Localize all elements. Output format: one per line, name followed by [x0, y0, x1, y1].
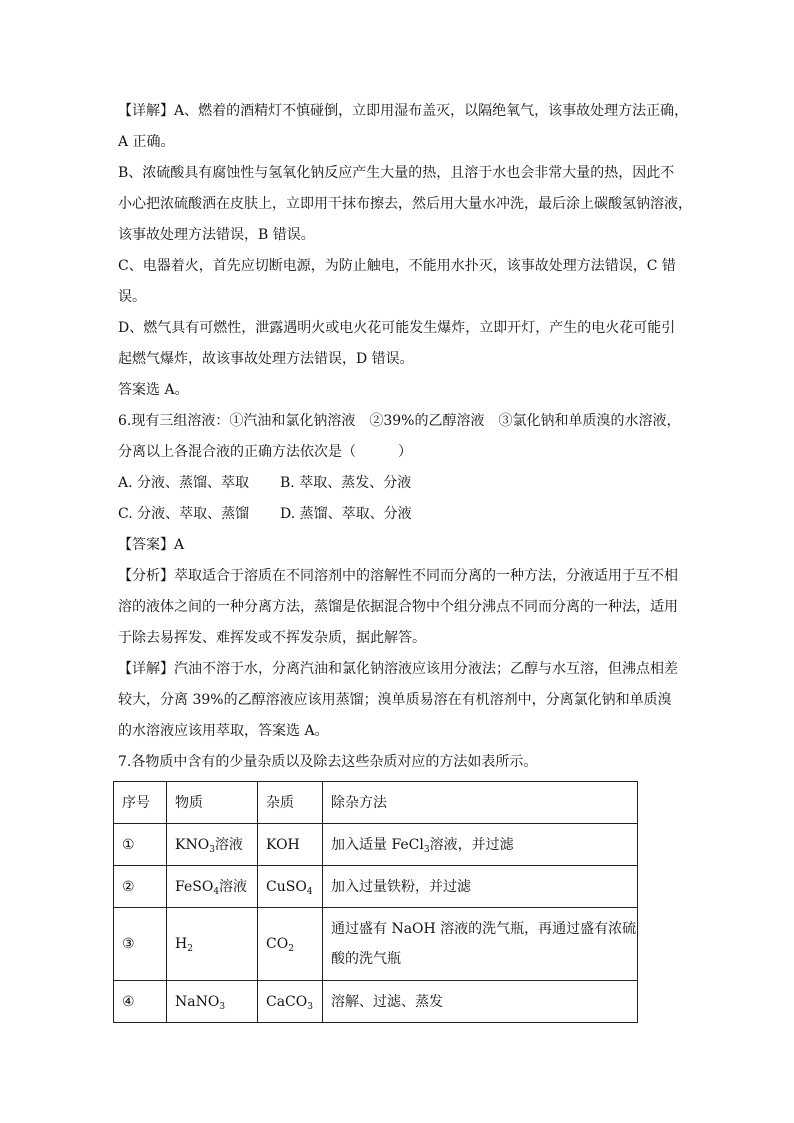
detail-d-line-1: D、燃气具有可燃性，泄露遇明火或电火花可能发生爆炸，立即开灯，产生的电火花可能引 — [118, 320, 676, 336]
table-row — [114, 866, 638, 908]
row-impurity: KOH — [258, 824, 323, 866]
q5-detail — [118, 96, 692, 406]
table-row — [114, 908, 638, 981]
option-a: A. 分液、蒸馏、萃取 — [118, 475, 250, 491]
q6-stem-line-1: 6.现有三组溶液：①汽油和氯化钠溶液 ②39%的乙醇溶液 ③氯化钠和单质溴的水溶液， — [118, 413, 681, 429]
row-method: 加入适量 FeCl$_3$溶液，并过滤 — [323, 824, 638, 866]
detail-a-line-1: A、燃着的酒精灯不慎碰倒，立即用湿布盖灭，以隔绝氧气，该事故处理方法正确， — [174, 103, 689, 119]
row-substance: $H_2$ — [167, 908, 258, 981]
option-b: B. 萃取、蒸发、分液 — [280, 475, 412, 491]
detail-a-line-2: A 正确。 — [118, 134, 175, 150]
q6-options-row-2 — [118, 499, 678, 530]
q6-options-row-1 — [118, 468, 678, 499]
row-impurity: CaCO$_3$ — [258, 981, 323, 1023]
q6-answer — [118, 530, 678, 561]
answer-tag: 【答案】 — [118, 537, 174, 553]
row-impurity: CuSO$_4$ — [258, 866, 323, 908]
row-substance: $KNO_3$溶液 — [167, 824, 258, 866]
table-header-row — [114, 782, 638, 824]
detail-c-line-1: C、电器着火，首先应切断电源，为防止触电，不能用水扑灭，该事故处理方法错误，C 错 — [118, 258, 676, 274]
row-method: 加入过量铁粉，并过滤 — [323, 866, 638, 908]
row-substance: NaNO$_3$ — [167, 981, 258, 1023]
row-method: 溶解、过滤、蒸发 — [323, 981, 638, 1023]
analysis-line-3: 于除去易挥发、难挥发或不挥发杂质，据此解答。 — [118, 630, 426, 646]
q7-stem: 7.各物质中含有的少量杂质以及除去这些杂质对应的方法如表所示。 — [118, 754, 538, 770]
row-no: ③ — [114, 908, 167, 981]
header-method: 除杂方法 — [323, 782, 638, 824]
detail-b-line-3: 该事故处理方法错误，B 错误。 — [118, 227, 315, 243]
q6-stem-line-2: 分离以上各混合液的正确方法依次是（ ） — [118, 444, 412, 460]
header-no: 序号 — [114, 782, 167, 824]
row-impurity: $CO_2$ — [258, 908, 323, 981]
table-row — [114, 981, 638, 1023]
analysis-line-2: 溶的液体之间的一种分离方法，蒸馏是依据混合物中个组分沸点不同而分离的一种法，适用 — [118, 599, 678, 615]
row-no: ② — [114, 866, 167, 908]
analysis-tag: 【分析】 — [118, 568, 174, 584]
impurity-table — [113, 781, 638, 1023]
detail-b-line-2: 小心把浓硫酸洒在皮肤上，立即用干抹布擦去，然后用大量水冲洗，最后涂上碳酸氢钠溶液， — [118, 196, 692, 212]
document-body — [118, 96, 692, 778]
answer-line: 答案选 A。 — [118, 382, 189, 398]
row-no: ④ — [114, 981, 167, 1023]
analysis-line-1: 萃取适合于溶质在不同溶剂中的溶解性不同而分离的一种方法，分液适用于互不相 — [174, 568, 678, 584]
header-substance: 物质 — [167, 782, 258, 824]
q6-detail-line-2: 较大，分离 39%的乙醇溶液应该用蒸馏；溴单质易溶在有机溶剂中，分离氯化钠和单质溴 — [118, 692, 672, 708]
answer-value: A — [174, 537, 185, 553]
question-6 — [118, 406, 681, 747]
q6-detail-line-1: 汽油不溶于水，分离汽油和氯化钠溶液应该用分液法；乙醇与水互溶，但沸点相差 — [174, 661, 678, 677]
header-impurity: 杂质 — [258, 782, 323, 824]
detail-tag: 【详解】 — [118, 103, 174, 119]
detail-d-line-2: 起燃气爆炸，故该事故处理方法错误，D 错误。 — [118, 351, 414, 367]
detail-b-line-1: B、浓硫酸具有腐蚀性与氢氧化钠反应产生大量的热，且溶于水也会非常大量的热，因此不 — [118, 165, 675, 181]
row-no: ① — [114, 824, 167, 866]
option-d: D. 蒸馏、萃取、分液 — [280, 506, 412, 522]
q6-detail-line-3: 的水溶液应该用萃取，答案选 A。 — [118, 723, 329, 739]
row-substance: FeSO$_4$溶液 — [167, 866, 258, 908]
q6-detail-tag: 【详解】 — [118, 661, 174, 677]
row-method: 通过盛有 NaOH 溶液的洗气瓶，再通过盛有浓硫 酸的洗气瓶 — [323, 908, 638, 981]
table-row — [114, 824, 638, 866]
option-c: C. 分液、萃取、蒸馏 — [118, 506, 250, 522]
question-7 — [118, 747, 678, 778]
detail-c-line-2: 误。 — [118, 289, 146, 305]
